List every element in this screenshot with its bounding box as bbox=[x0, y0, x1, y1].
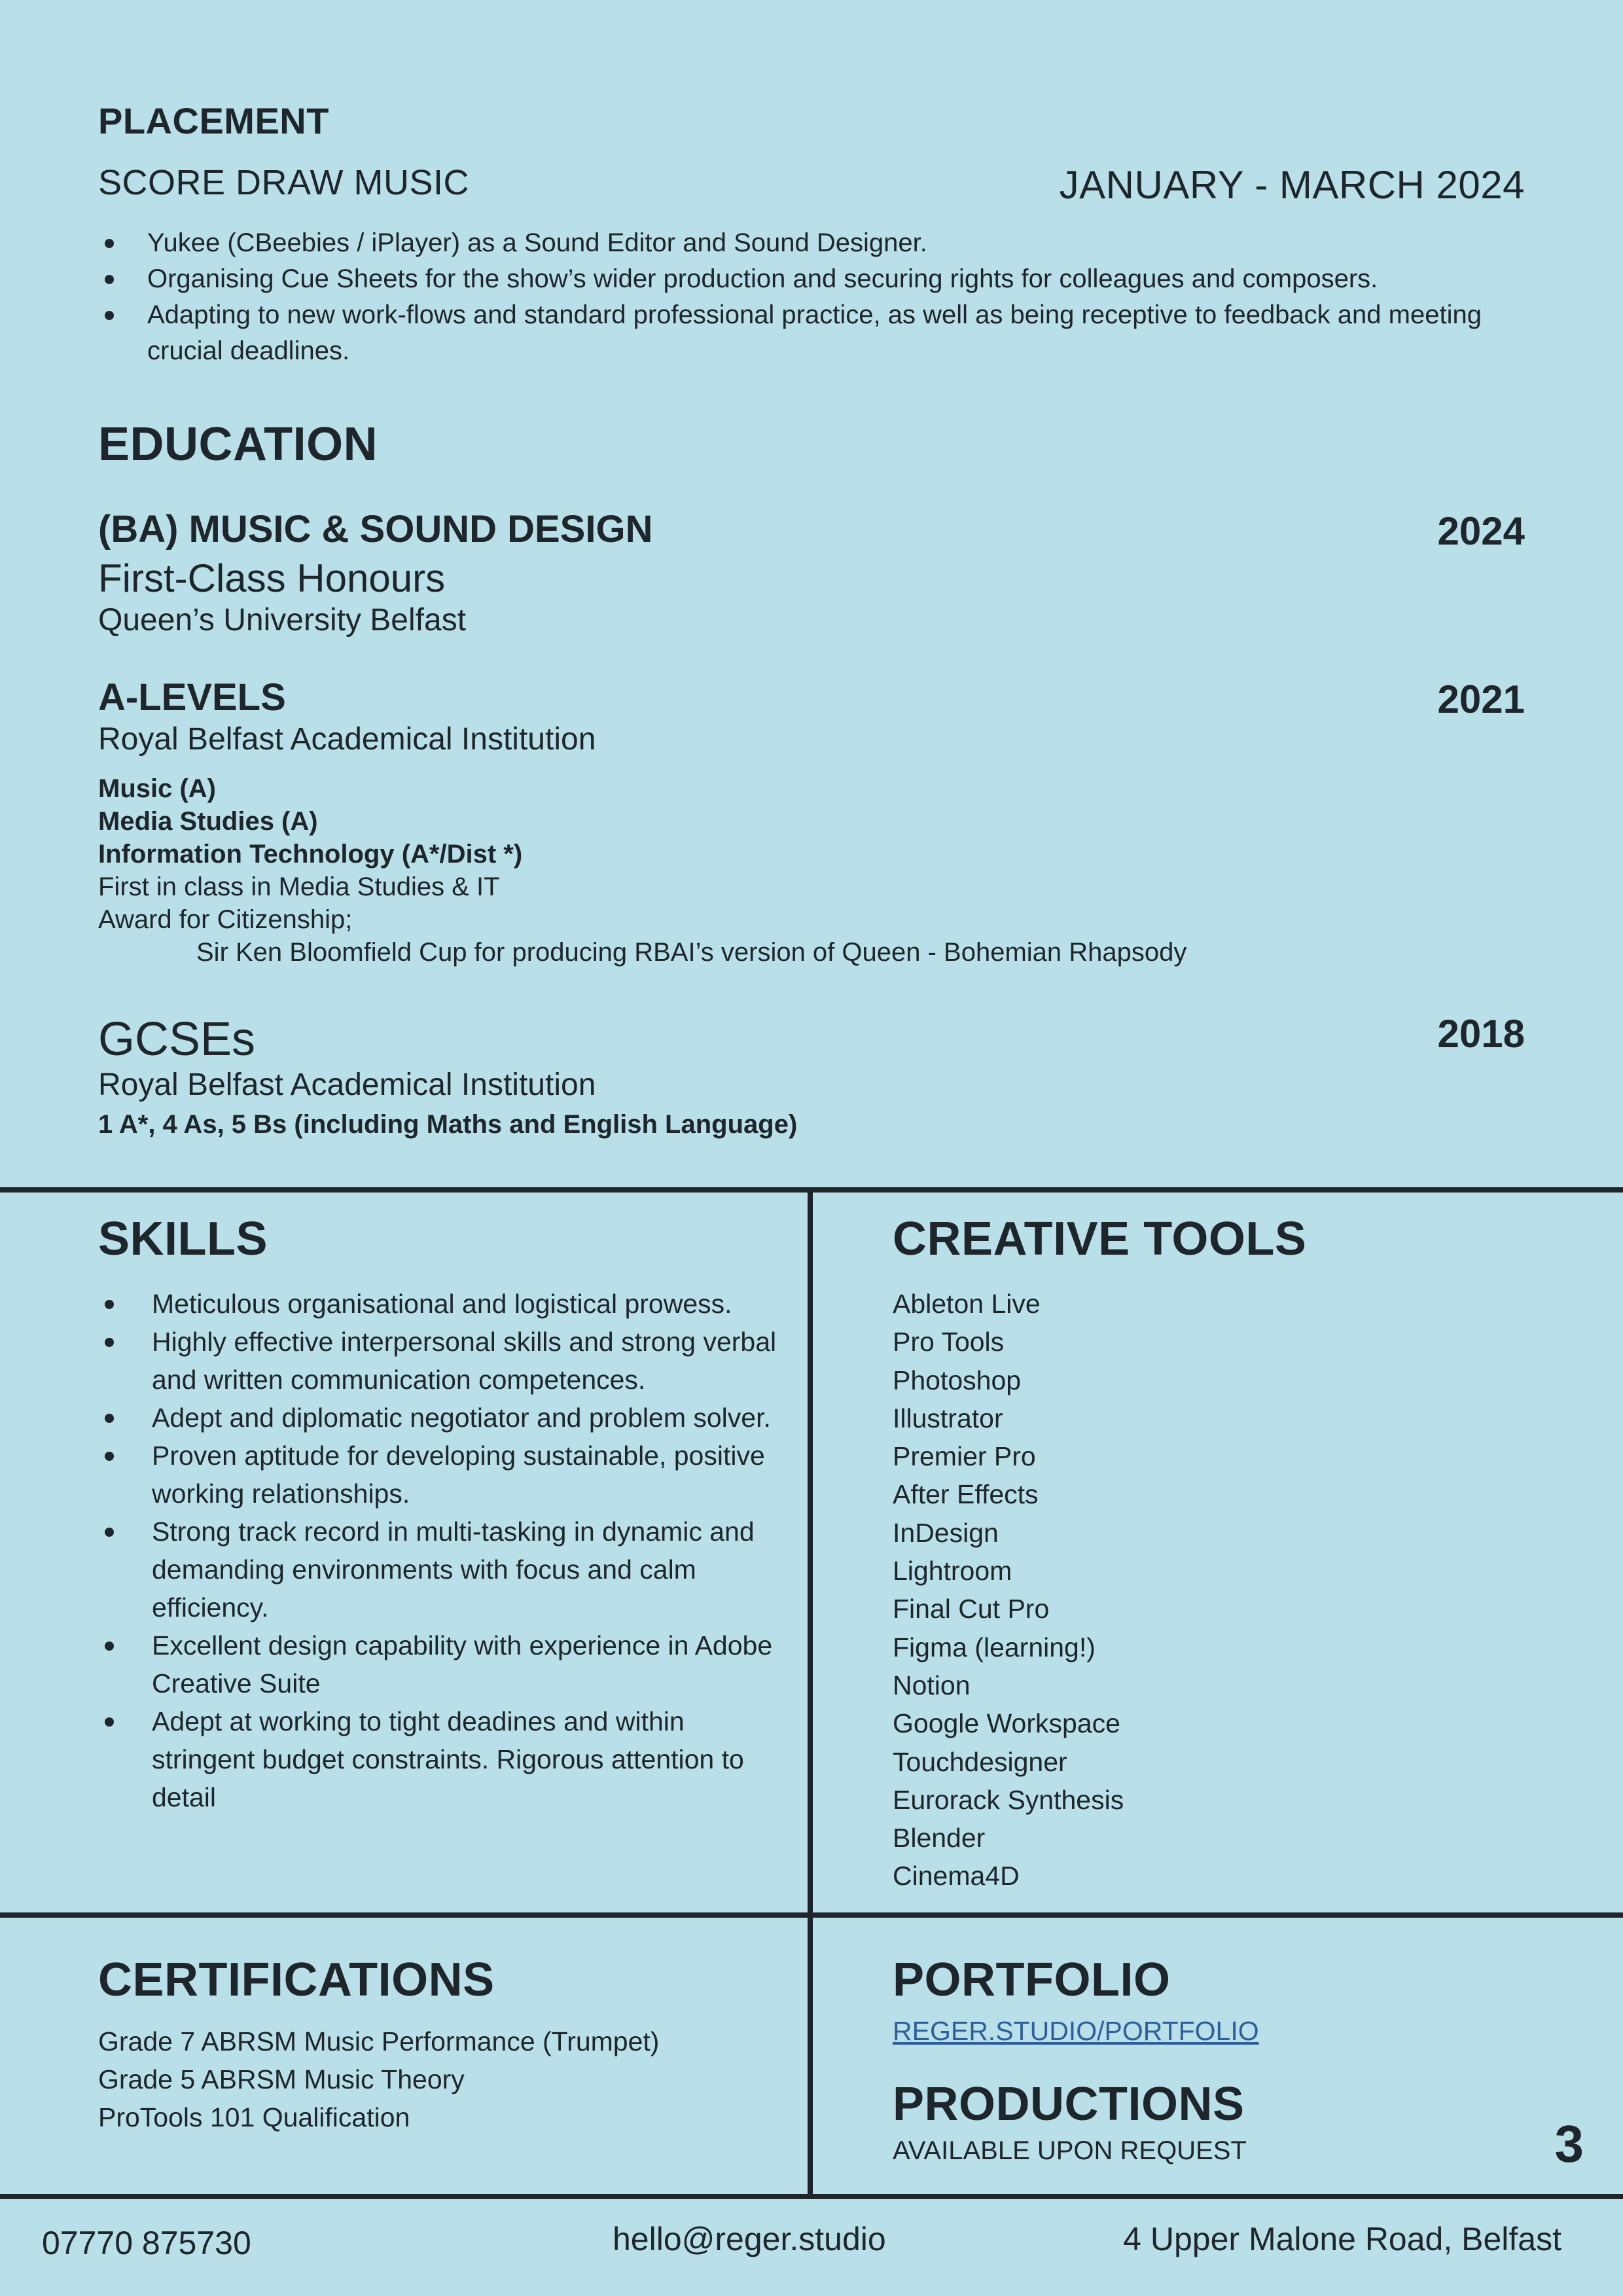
education-heading: EDUCATION bbox=[98, 418, 378, 471]
list-item: Proven aptitude for developing sustainable, positive working relationships. bbox=[98, 1437, 792, 1513]
portfolio-link[interactable]: REGER.STUDIO/PORTFOLIO bbox=[893, 2016, 1259, 2046]
note-bloomfield-cup: Sir Ken Bloomfield Cup for producing RBAI’s version of Queen - Bohemian Rhapsody bbox=[196, 938, 1187, 967]
list-item: Figma (learning!) bbox=[893, 1632, 1096, 1662]
footer-phone: 07770 875730 bbox=[42, 2225, 251, 2261]
subject-music: Music (A) bbox=[98, 774, 216, 803]
footer-address: 4 Upper Malone Road, Belfast bbox=[1123, 2221, 1561, 2257]
list-item: Eurorack Synthesis bbox=[893, 1784, 1124, 1815]
list-item: Ableton Live bbox=[893, 1289, 1041, 1319]
list-item: Cinema4D bbox=[893, 1861, 1020, 1892]
alevels-year: 2021 bbox=[1437, 677, 1525, 721]
gcse-results: 1 A*, 4 As, 5 Bs (including Maths and English Language) bbox=[98, 1110, 798, 1139]
certifications-list bbox=[98, 2022, 659, 2136]
list-item: Adept and diplomatic negotiator and problem solver. bbox=[98, 1399, 792, 1437]
placement-company: SCORE DRAW MUSIC bbox=[98, 163, 470, 202]
list-item: Adapting to new work-flows and standard professional practice, as well as being receptive to feedback and meeting crucial deadlines. bbox=[98, 297, 1522, 369]
placement-heading: PLACEMENT bbox=[98, 100, 329, 141]
list-item: Grade 5 ABRSM Music Theory bbox=[98, 2064, 465, 2094]
alevels-details bbox=[98, 772, 1186, 969]
list-item: After Effects bbox=[893, 1479, 1039, 1510]
productions-note: AVAILABLE UPON REQUEST bbox=[893, 2136, 1247, 2165]
list-item: Grade 7 ABRSM Music Performance (Trumpet) bbox=[98, 2026, 660, 2056]
ba-title: (BA) MUSIC & SOUND DESIGN bbox=[98, 508, 653, 550]
tools-list bbox=[893, 1285, 1124, 1895]
list-item: ProTools 101 Qualification bbox=[98, 2102, 410, 2132]
alevels-school: Royal Belfast Academical Institution bbox=[98, 722, 596, 757]
skills-list bbox=[98, 1285, 792, 1816]
footer-email[interactable]: hello@reger.studio bbox=[613, 2221, 886, 2257]
list-item: Lightroom bbox=[893, 1556, 1012, 1587]
list-item: Pro Tools bbox=[893, 1327, 1005, 1357]
list-item: Final Cut Pro bbox=[893, 1594, 1050, 1624]
alevels-title: A-LEVELS bbox=[98, 676, 286, 719]
list-item: Google Workspace bbox=[893, 1708, 1120, 1739]
ba-school: Queen’s University Belfast bbox=[98, 603, 467, 637]
ba-year: 2024 bbox=[1437, 509, 1525, 553]
list-item: Yukee (CBeebies / iPlayer) as a Sound Editor and Sound Designer. bbox=[98, 225, 1505, 261]
productions-heading: PRODUCTIONS bbox=[893, 2078, 1245, 2130]
list-item: Strong track record in multi-tasking in dynamic and demanding environments with focus and calm efficiency. bbox=[98, 1513, 792, 1626]
gcse-school: Royal Belfast Academical Institution bbox=[98, 1067, 596, 1102]
list-item: Highly effective interpersonal skills and strong verbal and written communication competences. bbox=[98, 1323, 792, 1399]
list-item: Illustrator bbox=[893, 1403, 1003, 1433]
page-number: 3 bbox=[1554, 2115, 1584, 2173]
list-item: Notion bbox=[893, 1670, 971, 1700]
list-item: Premier Pro bbox=[893, 1441, 1036, 1472]
list-item: InDesign bbox=[893, 1517, 999, 1548]
list-item: Excellent design capability with experience in Adobe Creative Suite bbox=[98, 1626, 792, 1702]
portfolio-heading: PORTFOLIO bbox=[893, 1954, 1171, 2006]
skills-heading: SKILLS bbox=[98, 1213, 268, 1265]
placement-bullets bbox=[98, 225, 1505, 369]
subject-it: Information Technology (A*/Dist *) bbox=[98, 840, 523, 869]
ba-honours: First-Class Honours bbox=[98, 556, 446, 600]
list-item: Adept at working to tight deadines and within stringent budget constraints. Rigorous attention to detail bbox=[98, 1702, 792, 1816]
placement-dates: JANUARY - MARCH 2024 bbox=[1059, 163, 1525, 207]
gcse-year: 2018 bbox=[1437, 1012, 1525, 1056]
certifications-heading: CERTIFICATIONS bbox=[98, 1954, 495, 2006]
note-first-in-class: First in class in Media Studies & IT bbox=[98, 872, 500, 901]
note-citizenship: Award for Citizenship; bbox=[98, 905, 353, 934]
divider-vertical bbox=[808, 1187, 813, 2199]
list-item: Organising Cue Sheets for the show’s wider production and securing rights for colleagues and composers. bbox=[98, 261, 1505, 297]
list-item: Photoshop bbox=[893, 1365, 1022, 1395]
tools-heading: CREATIVE TOOLS bbox=[893, 1213, 1307, 1265]
list-item: Touchdesigner bbox=[893, 1746, 1067, 1777]
list-item: Blender bbox=[893, 1823, 986, 1854]
list-item: Meticulous organisational and logistical prowess. bbox=[98, 1285, 792, 1323]
gcse-title: GCSEs bbox=[98, 1013, 256, 1066]
subject-media: Media Studies (A) bbox=[98, 807, 318, 836]
